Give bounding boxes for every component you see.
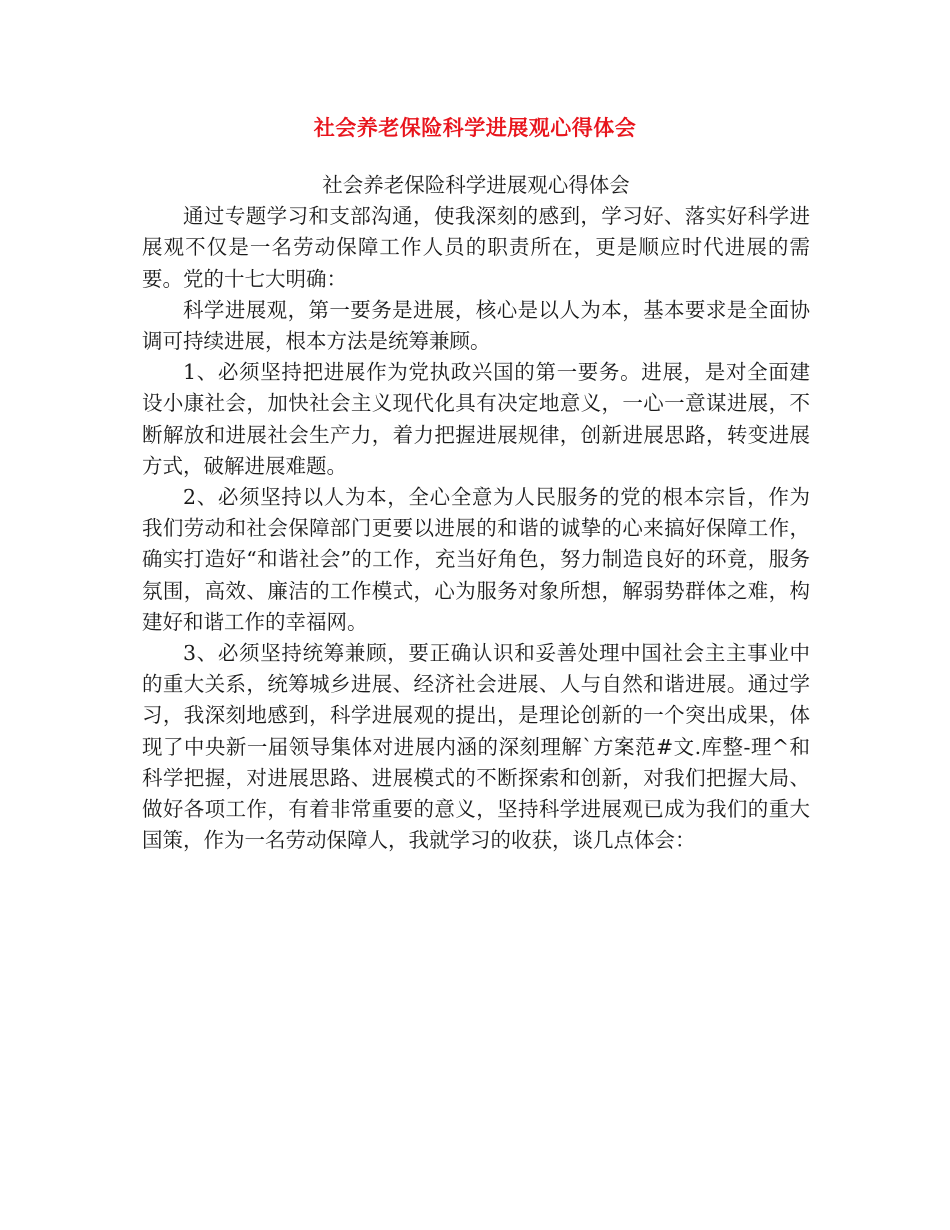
document-body: [142, 170, 810, 856]
paragraph-point-2: 2、必须坚持以人为本，全心全意为人民服务的党的根本宗旨，作为我们劳动和社会保障部门更要以进展的和谐的诚挚的心来搞好保障工作，确实打造好“和谐社会”的工作，充当好角色，努力制造良好的环竟，服务氛围，高效、廉洁的工作模式，心为服务对象所想，解弱势群体之难，构建好和谐工作的幸福网。: [142, 485, 810, 634]
document-title: 社会养老保险科学进展观心得体会: [313, 116, 637, 140]
document-subtitle: 社会养老保险科学进展观心得体会: [322, 173, 630, 197]
paragraph-definition: 科学进展观，第一要务是进展，核心是以人为本，基本要求是全面协调可持续进展，根本方法是统筹兼顾。: [142, 297, 810, 354]
paragraph-point-3: 3、必须坚持统筹兼顾，要正确认识和妥善处理中国社会主主事业中的重大关系，统筹城乡进展、经济社会进展、人与自然和谐进展。通过学习，我深刻地感到，科学进展观的提出，是理论创新的一个突出成果，体现了中央新一届领导集体对进展内涵的深刻理解`方案范#文.库整-理^和科学把握，对进展思路、进展模式的不断探索和创新，对我们把握大局、做好各项工作，有着非常重要的意义，坚持科学进展观已成为我们的重大国策，作为一名劳动保障人，我就学习的收获，谈几点体会：: [142, 641, 810, 853]
paragraph-point-1: 1、必须坚持把进展作为党执政兴国的第一要务。进展，是对全面建设小康社会，加快社会主义现代化具有决定地意义，一心一意谋进展，不断解放和进展社会生产力，着力把握进展规律，创新进展思路，转变进展方式，破解进展难题。: [142, 360, 810, 478]
paragraph-intro: 通过专题学习和支部沟通，使我深刻的感到，学习好、落实好科学进展观不仅是一名劳动保障工作人员的职责所在，更是顺应时代进展的需要。党的十七大明确：: [142, 204, 810, 291]
